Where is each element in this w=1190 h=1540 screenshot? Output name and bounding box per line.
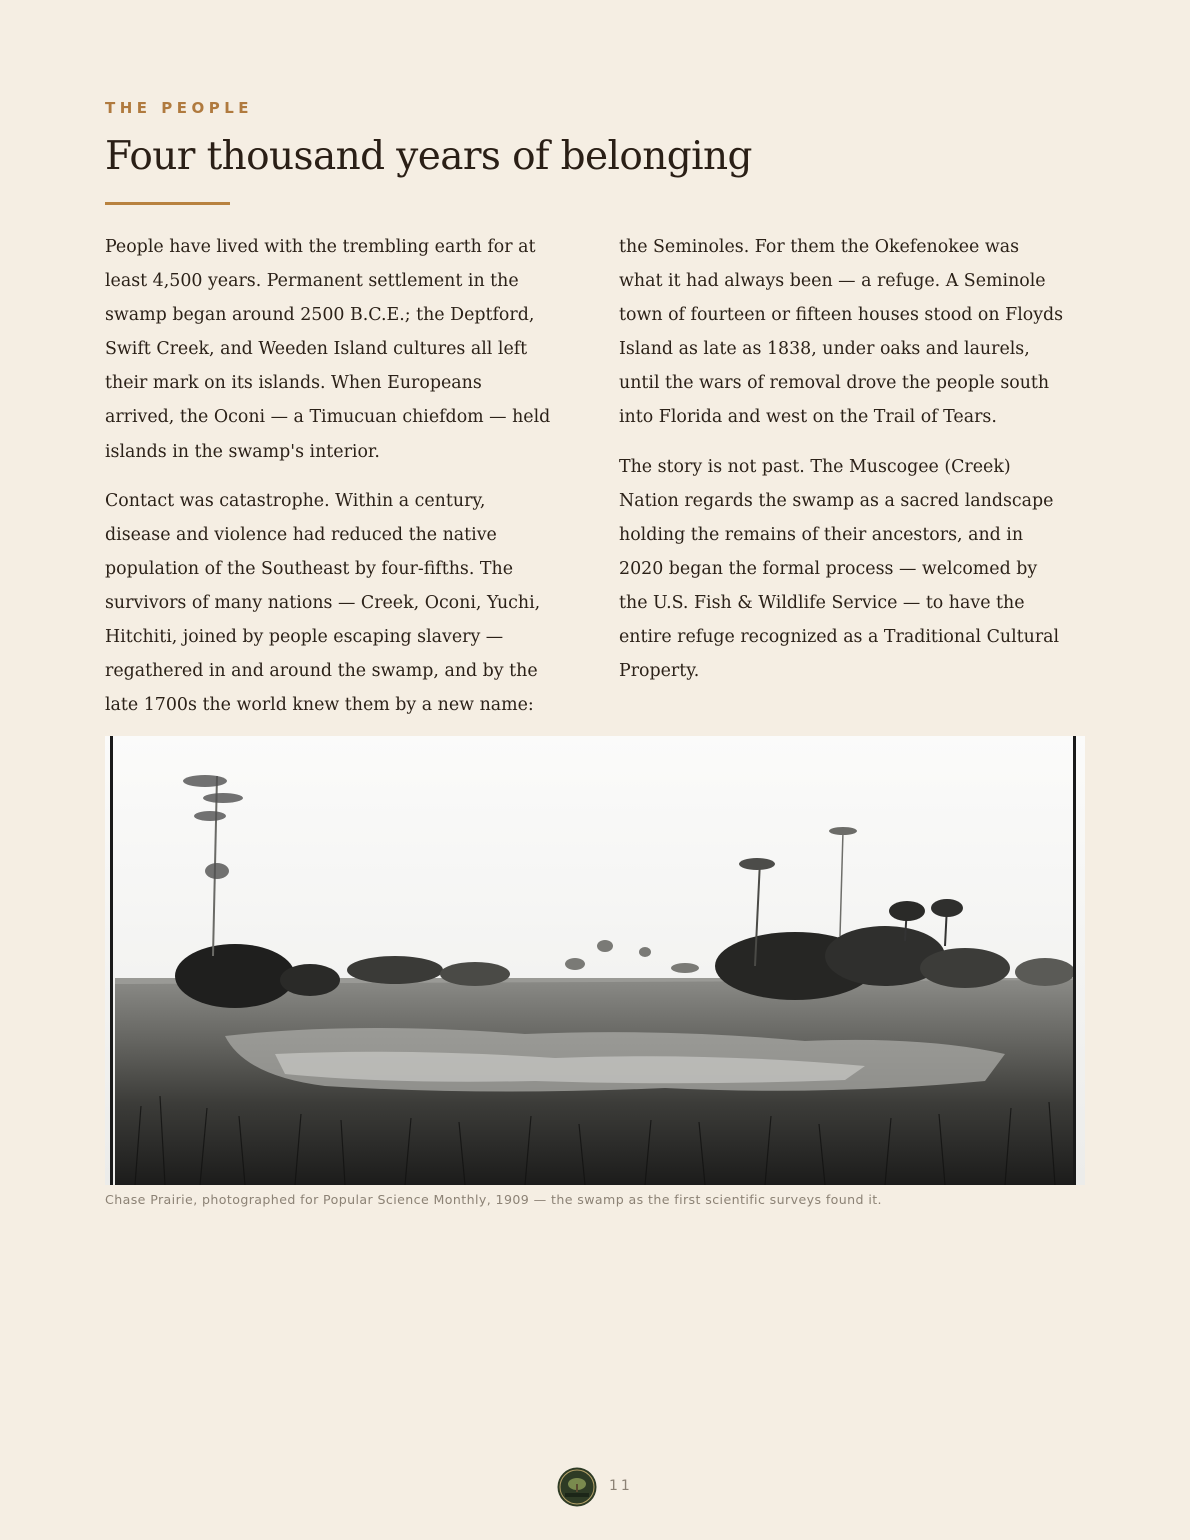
text-line: arrived, the Oconi — a Timucuan chiefdom — held	[105, 407, 551, 428]
text-line: disease and violence had reduced the native	[105, 524, 497, 545]
text-line: Hitchiti, joined by people escaping slavery —	[105, 627, 504, 648]
text-line: what it had always been — a refuge. A Seminole	[619, 271, 1046, 292]
title-underline	[105, 202, 230, 205]
text-line: The story is not past. The Muscogee (Creek)	[619, 456, 1011, 477]
text-line: Swift Creek, and Weeden Island cultures all left	[105, 339, 528, 360]
page-title: Four thousand years of belonging	[105, 134, 752, 179]
text-line: entire refuge recognized as a Traditional Cultural	[619, 627, 1060, 648]
text-line: the U.S. Fish & Wildlife Service — to have the	[619, 592, 1025, 613]
body-column-right	[619, 230, 1109, 703]
paragraph	[619, 450, 1109, 689]
text-line: Island as late as 1838, under oaks and laurels,	[619, 339, 1030, 360]
page-number: 11	[609, 1478, 633, 1494]
text-line: town of fourteen or fifteen houses stood on Floyds	[619, 305, 1064, 326]
section-eyebrow: THE PEOPLE	[105, 99, 254, 117]
text-line: holding the remains of their ancestors, and in	[619, 524, 1024, 545]
text-line: population of the Southeast by four-fifths. The	[105, 558, 514, 579]
text-line: swamp began around 2500 B.C.E.; the Deptford,	[105, 305, 535, 326]
paragraph	[619, 230, 1109, 435]
text-line: People have lived with the trembling earth for at	[105, 237, 536, 257]
text-line: until the wars of removal drove the people south	[619, 373, 1050, 394]
text-line: Property.	[619, 661, 700, 682]
body-column-left	[105, 230, 595, 737]
blackwater-seal-logo	[557, 1467, 597, 1507]
text-line: their mark on its islands. When Europeans	[105, 373, 482, 394]
text-line: least 4,500 years. Permanent settlement in the	[105, 271, 519, 292]
text-line: 2020 began the formal process — welcomed by	[619, 558, 1038, 579]
text-line: the Seminoles. For them the Okefenokee was	[619, 237, 1020, 257]
paragraph	[105, 230, 595, 469]
figure-caption: Chase Prairie, photographed for Popular Science Monthly, 1909 — the swamp as the first scientific surveys found it.	[105, 1192, 882, 1207]
text-line: regathered in and around the swamp, and by the	[105, 661, 538, 682]
historic-swamp-photo	[105, 736, 1085, 1185]
text-line: Contact was catastrophe. Within a century,	[105, 490, 486, 511]
text-line: survivors of many nations — Creek, Oconi, Yuchi,	[105, 592, 541, 613]
text-line: into Florida and west on the Trail of Tears.	[619, 407, 997, 428]
text-line: late 1700s the world knew them by a new name:	[105, 695, 534, 716]
text-line: islands in the swamp's interior.	[105, 441, 380, 462]
text-line: Nation regards the swamp as a sacred landscape	[619, 490, 1054, 511]
paragraph	[105, 484, 595, 723]
